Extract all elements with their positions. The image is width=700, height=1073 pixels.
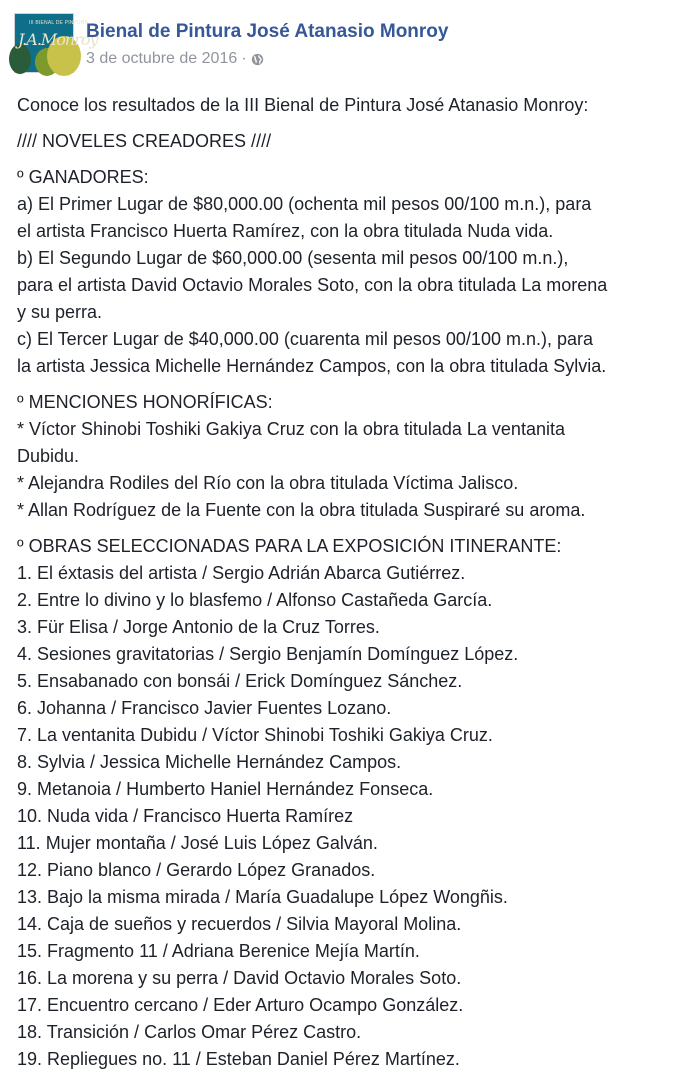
meta-separator: ·	[241, 50, 247, 67]
selected-item: 19. Repliegues no. 11 / Esteban Daniel Pérez Martínez.	[17, 1049, 460, 1069]
selected-item: 14. Caja de sueños y recuerdos / Silvia Mayoral Molina.	[17, 914, 462, 934]
post-intro: Conoce los resultados de la III Bienal de Pintura José Atanasio Monroy:	[17, 95, 589, 115]
mentions-line: * Víctor Shinobi Toshiki Gakiya Cruz con la obra titulada La ventanita	[17, 419, 565, 439]
winners-line: para el artista David Octavio Morales Soto, con la obra titulada La morena	[17, 275, 608, 295]
post-date-link[interactable]: 3 de octubre de 2016	[86, 50, 238, 67]
winners-line: a) El Primer Lugar de $80,000.00 (ochenta mil pesos 00/100 m.n.), para	[17, 194, 592, 214]
selected-item: 13. Bajo la misma mirada / María Guadalupe López Wongñis.	[17, 887, 508, 907]
mentions-line: * Allan Rodríguez de la Fuente con la obra titulada Suspiraré su aroma.	[17, 500, 586, 520]
mentions-line: Dubidu.	[17, 446, 80, 466]
winners-line: el artista Francisco Huerta Ramírez, con la obra titulada Nuda vida.	[17, 221, 554, 241]
mentions-line: * Alejandra Rodiles del Río con la obra titulada Víctima Jalisco.	[17, 473, 519, 493]
winners-line: b) El Segundo Lugar de $60,000.00 (sesenta mil pesos 00/100 m.n.),	[17, 248, 569, 268]
selected-item: 9. Metanoia / Humberto Haniel Hernández Fonseca.	[17, 779, 434, 799]
selected-item: 5. Ensabanado con bonsái / Erick Domínguez Sánchez.	[17, 671, 463, 691]
selected-item: 8. Sylvia / Jessica Michelle Hernández Campos.	[17, 752, 402, 772]
avatar-logo-text: J.A.Monroy	[18, 30, 98, 49]
post-body	[17, 92, 693, 1073]
selected-heading: º OBRAS SELECCIONADAS PARA LA EXPOSICIÓN ITINERANTE:	[17, 536, 562, 556]
selected-item: 4. Sesiones gravitatorias / Sergio Benjamín Domínguez López.	[17, 644, 519, 664]
selected-item: 2. Entre lo divino y lo blasfemo / Alfonso Castañeda García.	[17, 590, 493, 610]
selected-item: 15. Fragmento 11 / Adriana Berenice Mejía Martín.	[17, 941, 420, 961]
page-avatar[interactable]	[14, 13, 98, 73]
selected-item: 7. La ventanita Dubidu / Víctor Shinobi Toshiki Gakiya Cruz.	[17, 725, 493, 745]
winners-line: y su perra.	[17, 302, 103, 322]
avatar-caption: III BIENAL DE PINTURA	[29, 20, 89, 26]
selected-item: 1. El éxtasis del artista / Sergio Adrián Abarca Gutiérrez.	[17, 563, 466, 583]
category-title: //// NOVELES CREADORES ////	[17, 131, 272, 151]
selected-item: 3. Für Elisa / Jorge Antonio de la Cruz Torres.	[17, 617, 380, 637]
selected-item: 16. La morena y su perra / David Octavio Morales Soto.	[17, 968, 462, 988]
page-name-link[interactable]: Bienal de Pintura José Atanasio Monroy	[86, 21, 449, 42]
mentions-heading: º MENCIONES HONORÍFICAS:	[17, 392, 273, 412]
winners-line: la artista Jessica Michelle Hernández Campos, con la obra titulada Sylvia.	[17, 356, 607, 376]
selected-item: 10. Nuda vida / Francisco Huerta Ramírez	[17, 806, 354, 826]
selected-item: 11. Mujer montaña / José Luis López Galván.	[17, 833, 378, 853]
post-meta	[86, 50, 264, 68]
globe-icon[interactable]	[251, 53, 264, 66]
selected-item: 12. Piano blanco / Gerardo López Granados.	[17, 860, 376, 880]
winners-line: c) El Tercer Lugar de $40,000.00 (cuarenta mil pesos 00/100 m.n.), para	[17, 329, 593, 349]
selected-item: 17. Encuentro cercano / Eder Arturo Ocampo González.	[17, 995, 464, 1015]
winners-heading: º GANADORES:	[17, 167, 149, 187]
selected-item: 18. Transición / Carlos Omar Pérez Castro.	[17, 1022, 362, 1042]
selected-item: 6. Johanna / Francisco Javier Fuentes Lozano.	[17, 698, 392, 718]
